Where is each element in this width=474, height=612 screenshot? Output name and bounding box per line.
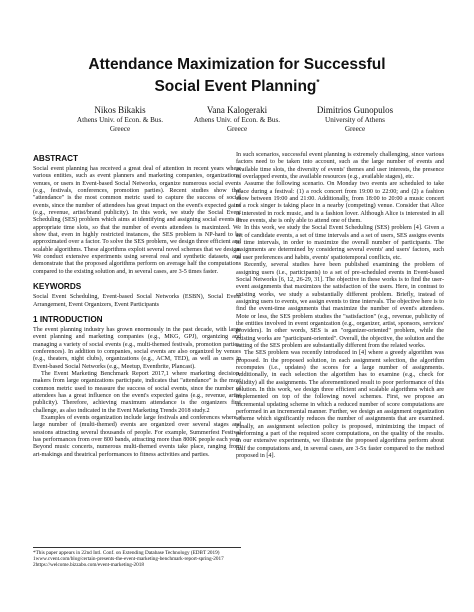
author-block: [0, 104, 474, 148]
author-3: [280, 104, 430, 134]
body-paragraph-3: In this work, we study the Social Event Scheduling (SES) problem [4]. Given a set of candidate events, a set of time intervals and a set of users, SES assigns events to time intervals, in order to maximize the overall number of participants. The assignments are determined by considering several events' and users' factors, such as user preferences and habits, events' spatiotemporal conflicts, etc.: [236, 225, 444, 261]
abstract-heading: ABSTRACT: [33, 154, 79, 163]
left-column: [33, 152, 241, 459]
author-name: Vana Kalogeraki: [206, 105, 268, 115]
body-paragraph-4: Recently, several studies have been published examining the problem of assigning users (i.e., participants) to a set of pre-scheduled events in Event-based Social Networks [6, 12, 26-29, 31]. The objective in these works is to find the user-event assignments that maximizes the satisfaction of the users. Here, in contrast to existing works, we study a substantially different problem. Briefly, instead of assigning users to events, we assign events to time intervals. The objective here is to find the event-time assignments that maximize the number of event's attendees. Mote or less, the SES problem studies the "satisfaction" (e.g., revenue, publicity of the entities involved in event organization (e.g., organizer, artist, sponsors, services' providers). In other words, SES is an "organizer-oriented" problem, while the existing works are "participant-oriented". Overall, the objective, the solution and the setting of the SES problem are substantially different from the related works.: [236, 262, 444, 349]
author-country: Greece: [109, 125, 131, 133]
footnotes: [33, 547, 241, 569]
body-paragraph-2: Assume the following scenario. On Monday two events are scheduled to take place during a festival: (1) a rock concert from 19:00 to 22:00; and (2) a fashion show between 19:00 and 21:00. Additionally, from 18:00 to 20:00 a music concert of a rock singer is taking place in a nearby (competing) venue. Consider that Alice is interested in rock music, and is a fashion lover. Although Alice is interested in all three events, she is only able to attend one of them.: [236, 181, 444, 225]
author-name: Nikos Bikakis: [94, 105, 146, 115]
paper-title: [0, 56, 474, 96]
introduction-heading: 1 INTRODUCTION: [33, 314, 103, 324]
intro-paragraph-1: The event planning industry has grown enormously in the past decade, with large event planning and marketing companies (e.g., MKG, GPJ), organizing and managing a variety of social events (e.g., multi-themed festivals, promotion parties, conferences). In addition to companies, social events are also organized by venues (e.g., theaters, night clubs), organizations (e.g., ACM, TED), as well as users in Event-based Social Networks (e.g., Meetup, Eventbrite, Plancast).: [33, 326, 241, 370]
body-paragraph-1: In such scenarios, successful event planning is extremely challenging, since various factors need to be taken into account, such as the large number of events and available time slots, the diversity of events' themes and user interests, the presence of overlapped events, the available resources (e.g., available stages), etc.: [236, 152, 444, 181]
author-affiliation: Athens Univ. of Econ. & Bus.: [193, 116, 281, 124]
footnote-0: *This paper appears in 22nd Intl. Conf. on Extending Database Technology (EDBT 2019): [33, 550, 220, 556]
author-country: Greece: [226, 125, 248, 133]
intro-paragraph-2: The Event Marketing Benchmark Report 2017,1 where marketing decision-makers from large organizations participate, indicates that "attendance" is the most common metric used to measure the success of social events, since the number of attendees has a great influence on the event's expected gains (e.g., revenue, artist publicity). Therefore, achieving maximum attendance is the organizers first challenge, as also indicated in the Event Marketing Trends 2018 study.2: [33, 370, 241, 414]
keywords-text: Social Event Scheduling, Event-based Social Networks (ESBN), Social Event Arrangement, Event Organizers, Event Participants: [33, 294, 241, 308]
title-line-1: Attendance Maximization for Successful: [88, 56, 386, 73]
footnote-1: 1www.cvent.com/blog/certain-presents-the-event-marketing-benchmark-report-spring-2017: [33, 556, 224, 563]
intro-paragraph-3: Examples of events organization include large festivals and conferences where a large number of (multi-themed) events are organized over several stages and sessions attracting several thousands of people. For example, Summerfest Festival has performances from over 800 bands, attracting more than 800K people each year. Beyond music concerts, numerous multi-themed events take place, ranging from art-makings and theatrical performances to fitness activities and parties.: [33, 414, 241, 458]
author-name: Dimitrios Gunopulos: [316, 105, 394, 115]
author-affiliation: Athens Univ. of Econ. & Bus.: [76, 116, 164, 124]
right-column: [236, 152, 444, 460]
title-footnote-mark: *: [316, 78, 320, 87]
body-paragraph-5: The SES problem was recently introduced in [4] where a greedy algorithm was proposed. In the proposed solution, in each assignment selection, the algorithm recomputes (i.e., updates) the scores for a large number of assignments. Additionally, in each selection the algorithm has to examine (e.g., check for validity) all the assignments. The aforementioned result to poor performance of this solution. In this work, we design three efficient and scalable algorithms which are implemented on top of the following novel schemes. First, we propose an incremental updating scheme in which a reduced number of score computations are performed in an incremental manner. Further, we design an assignment organization scheme which significantly reduces the number of assignments that are examined. Finally, an assignment selection policy is proposed, minimizing the impact of performing a part of the required score computations, on the quality of the results. In our extensive experiments, we illustrate the proposed algorithms perform about half the computations and, in several cases, are 3-5x faster compared to the method proposed in [4].: [236, 350, 444, 460]
author-affiliation: University of Athens: [325, 116, 385, 124]
keywords-heading: KEYWORDS: [33, 282, 82, 292]
abstract-text: Social event planning has received a great deal of attention in recent years where various entities, such as event planners and marketing companies, organizations, venues, or users in Event-based Social Networks, organize numerous social events (e.g., festivals, conferences, promotion parties). Recent studies show that "attendance" is the most common metric used to capture the success of social events, since the number of attendees has great impact on the event's expected gains (e.g., revenue, artist/brand publicity). In this work, we study the Social Event Scheduling (SES) problem which aims at identifying and assigning social events to appropriate time slots, so that the number of events attendees is maximized. We show that, even in highly restricted instances, the SES problem is NP-hard to be approximated over a factor. To solve the SES problem, we design three efficient and scalable algorithms. These algorithms exploit several novel schemes that we design. We conduct extensive experiments using several real and synthetic datasets, and demonstrate that the proposed algorithms perform on average half the computations compared to the existing solution and, in several cases, are 3-5 times faster.: [33, 166, 241, 275]
footnote-2: 2https://welcome.bizzabo.com/event-marketing-2018: [33, 562, 144, 569]
title-line-2: Social Event Planning*: [154, 78, 320, 96]
author-country: Greece: [344, 125, 366, 133]
